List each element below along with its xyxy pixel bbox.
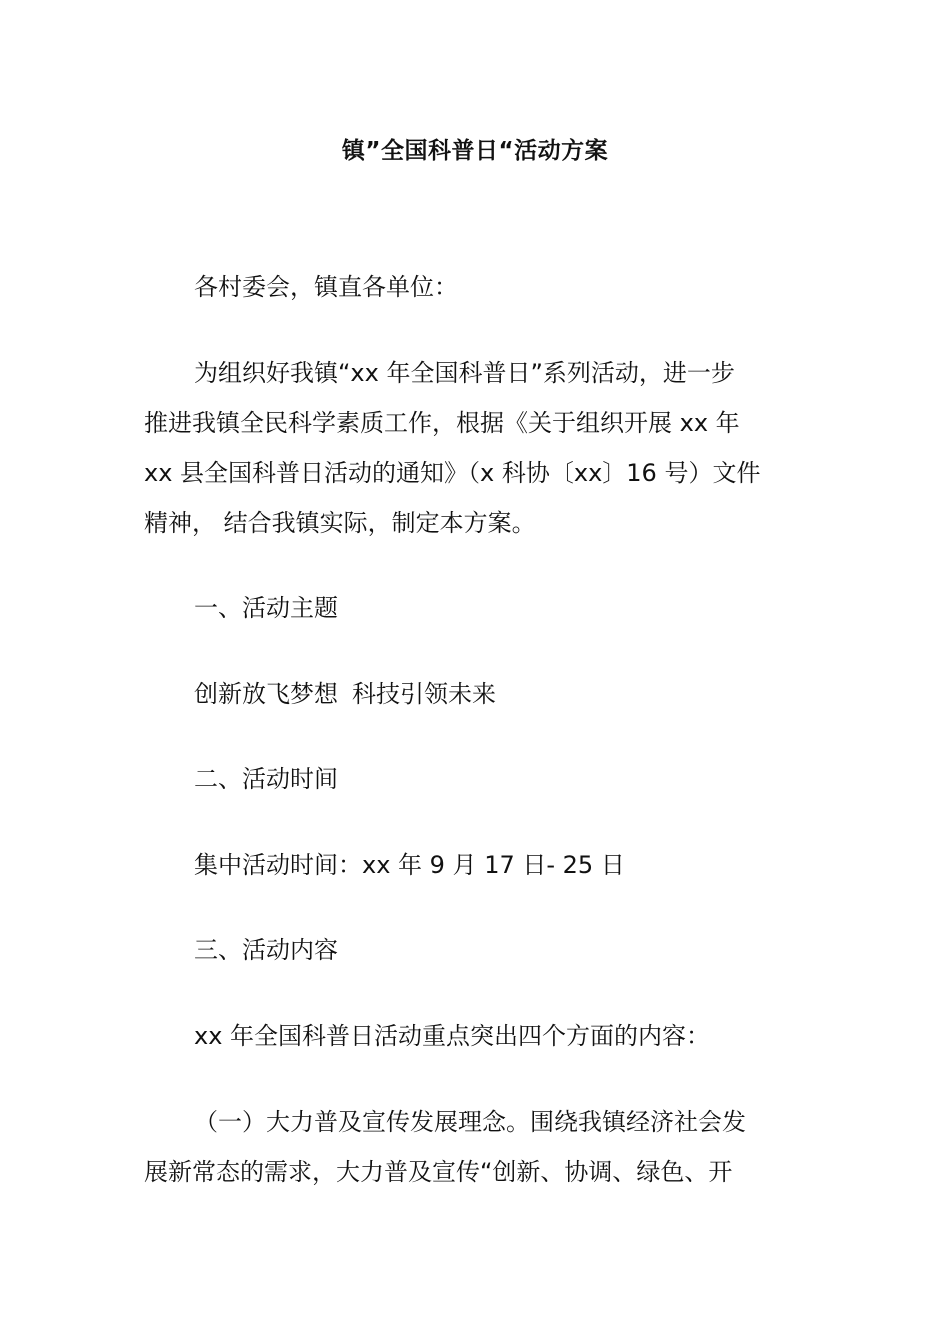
section-2-heading: 二、活动时间 xyxy=(194,765,338,793)
section-3-heading: 三、活动内容 xyxy=(194,936,338,964)
item-1-line-2: 展新常态的需求，大力普及宣传“创新、协调、绿色、开 xyxy=(144,1158,733,1186)
theme-part-2: 科技引领未来 xyxy=(352,680,496,708)
time-text: 集中活动时间：xx 年 9 月 17 日- 25 日 xyxy=(194,851,625,879)
intro-line-2: 推进我镇全民科学素质工作，根据《关于组织开展 xx 年 xyxy=(144,409,740,437)
theme-part-1: 创新放飞梦想 xyxy=(194,680,338,708)
theme-text xyxy=(194,677,496,711)
content-intro: xx 年全国科普日活动重点突出四个方面的内容： xyxy=(194,1022,711,1050)
salutation: 各村委会，镇直各单位： xyxy=(194,273,458,301)
intro-line-1: 为组织好我镇“xx 年全国科普日”系列活动，进一步 xyxy=(194,359,735,387)
intro-line-3: xx 县全国科普日活动的通知》（x 科协〔xx〕16 号）文件 xyxy=(144,459,761,487)
intro-line-4: 精神， 结合我镇实际，制定本方案。 xyxy=(144,509,536,537)
document-title: 镇”全国科普日“活动方案 xyxy=(341,138,609,164)
item-1-line-1: （一）大力普及宣传发展理念。围绕我镇经济社会发 xyxy=(194,1108,746,1136)
section-1-heading: 一、活动主题 xyxy=(194,594,338,622)
